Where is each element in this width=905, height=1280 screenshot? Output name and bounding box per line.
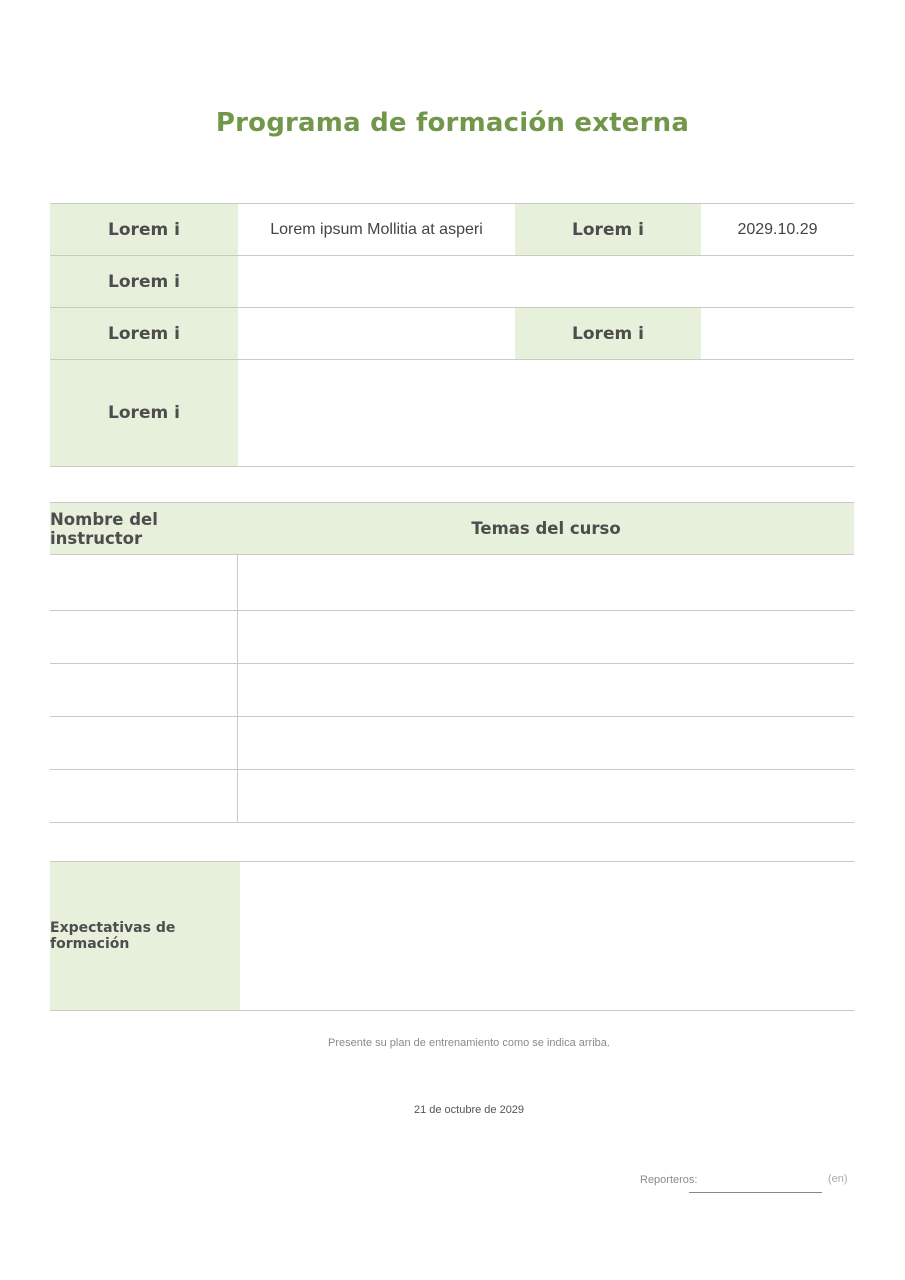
expectations-label: Expectativas de formación: [50, 862, 240, 1010]
info-row-3: [50, 308, 854, 360]
table-row: [50, 611, 854, 664]
info-label: Lorem i: [515, 204, 701, 255]
expectations-table: [50, 861, 854, 1011]
document-date: 21 de octubre de 2029: [413, 1104, 525, 1116]
topics-column-header: Temas del curso: [471, 519, 621, 538]
instruction-note: Presente su plan de entrenamiento como se indica arriba.: [328, 1037, 610, 1049]
info-value-field[interactable]: [238, 360, 854, 466]
info-value-field[interactable]: Lorem ipsum Mollitia at asperi: [270, 220, 483, 238]
info-value-field[interactable]: [238, 308, 515, 359]
table-row: [50, 555, 854, 611]
instructor-column-header: Nombre del instructor: [50, 509, 158, 548]
topics-field[interactable]: [238, 664, 854, 716]
instructor-field[interactable]: [50, 611, 238, 663]
info-label: Lorem i: [50, 360, 238, 466]
expectations-field[interactable]: [240, 862, 854, 1010]
info-value-field[interactable]: [238, 256, 854, 307]
page-title: Programa de formación externa: [215, 108, 690, 138]
topics-field[interactable]: [238, 555, 854, 610]
course-table: [50, 502, 854, 823]
date-value-field[interactable]: 2029.10.29: [737, 220, 818, 238]
instructor-field[interactable]: [50, 664, 238, 716]
info-label: Lorem i: [50, 204, 238, 255]
table-row: [50, 770, 854, 823]
topics-field[interactable]: [238, 770, 854, 822]
info-label: Lorem i: [50, 256, 238, 307]
reporter-label: Reporteros:: [640, 1174, 698, 1186]
instructor-field[interactable]: [50, 770, 238, 822]
info-row-2: [50, 256, 854, 308]
info-label: Lorem i: [515, 308, 701, 359]
table-row: [50, 717, 854, 770]
info-label: Lorem i: [50, 308, 238, 359]
instructor-field[interactable]: [50, 717, 238, 769]
info-value-field[interactable]: [701, 308, 854, 359]
reporter-signature-line[interactable]: [689, 1192, 822, 1193]
info-row-1: [50, 204, 854, 256]
info-table: [50, 203, 854, 467]
topics-field[interactable]: [238, 717, 854, 769]
reporter-unit: (en): [828, 1173, 848, 1185]
info-row-4: [50, 360, 854, 467]
table-row: [50, 664, 854, 717]
instructor-field[interactable]: [50, 555, 238, 610]
topics-field[interactable]: [238, 611, 854, 663]
course-table-header: [50, 503, 854, 555]
